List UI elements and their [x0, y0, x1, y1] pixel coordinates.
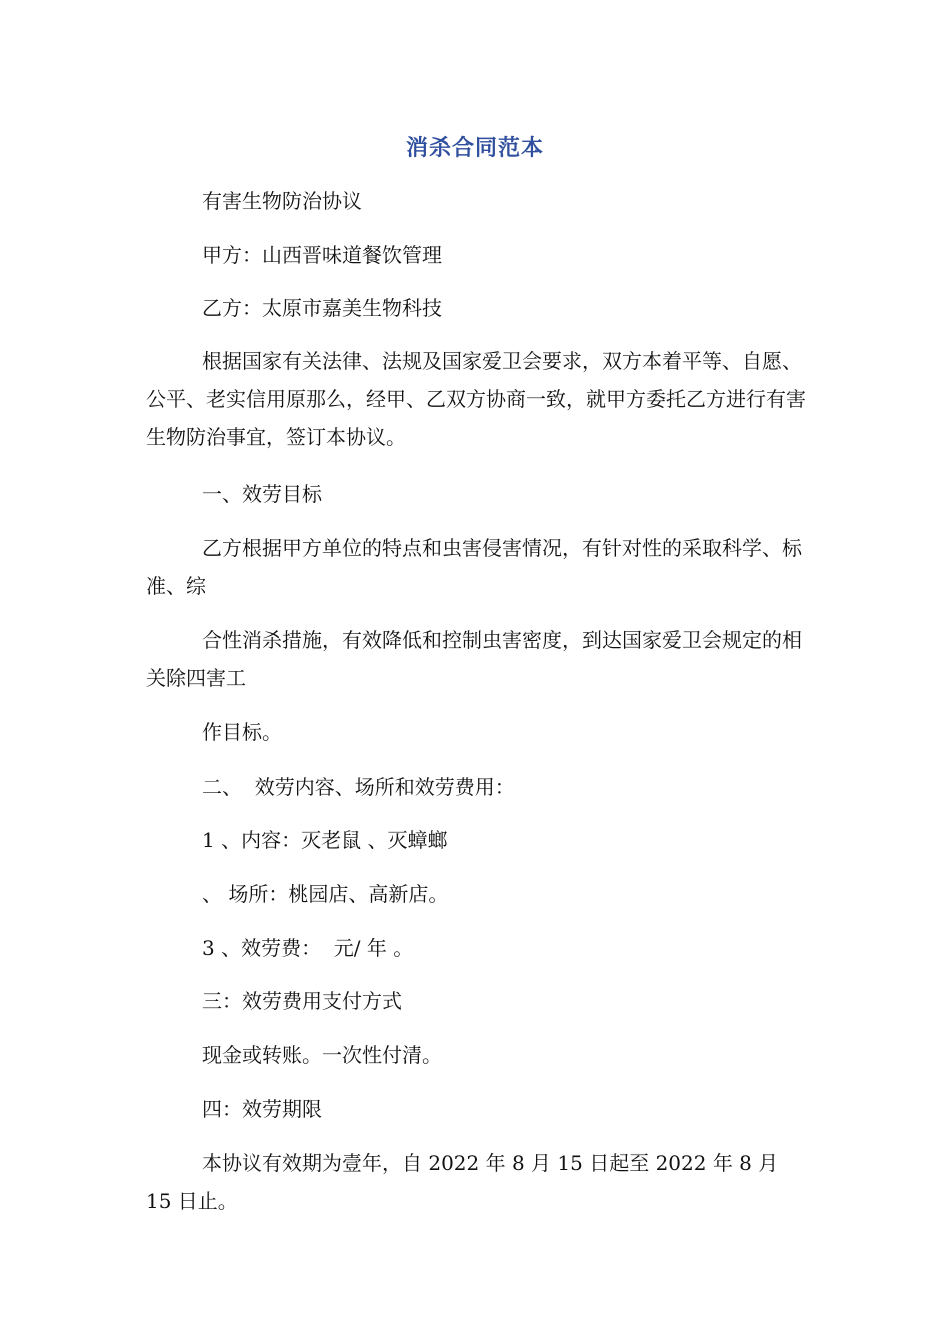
paragraph-party-b: 乙方：太原市嘉美生物科技 [202, 296, 442, 320]
paragraph-location-item: 、 场所：桃园店、高新店。 [202, 882, 449, 906]
paragraph-party-a: 甲方：山西晋味道餐饮管理 [202, 243, 442, 267]
heading-service-goal: 一、效劳目标 [202, 482, 322, 506]
paragraph-fee-item: 3 、效劳费： 元/ 年 。 [202, 936, 414, 960]
heading-service-content: 二、 效劳内容、场所和效劳费用： [202, 775, 515, 799]
paragraph-service-period: 本协议有效期为壹年，自 2022 年 8 月 15 日起至 2022 年 8 月 15 日止。 [146, 1151, 785, 1213]
paragraph-payment-method: 现金或转账。一次性付清。 [202, 1043, 442, 1067]
heading-service-period: 四：效劳期限 [202, 1097, 322, 1121]
paragraph-service-goal-3: 作目标。 [202, 720, 282, 744]
document-title: 消杀合同范本 [405, 136, 544, 161]
heading-payment-method: 三：效劳费用支付方式 [202, 989, 402, 1013]
paragraph-content-item: 1 、内容：灭老鼠 、灭蟑螂 [202, 828, 448, 852]
paragraph-preamble: 根据国家有关法律、法规及国家爱卫会要求，双方本着平等、自愿、公平、老实信用原那么，经甲、乙双方协商一致，就甲方委托乙方进行有害生物防治事宜，签订本协议。 [146, 349, 806, 449]
paragraph-agreement-name: 有害生物防治协议 [202, 189, 362, 213]
paragraph-service-goal-1: 乙方根据甲方单位的特点和虫害侵害情况，有针对性的采取科学、标准、综 [146, 536, 802, 598]
paragraph-service-goal-2: 合性消杀措施，有效降低和控制虫害密度，到达国家爱卫会规定的相关除四害工 [146, 628, 802, 690]
